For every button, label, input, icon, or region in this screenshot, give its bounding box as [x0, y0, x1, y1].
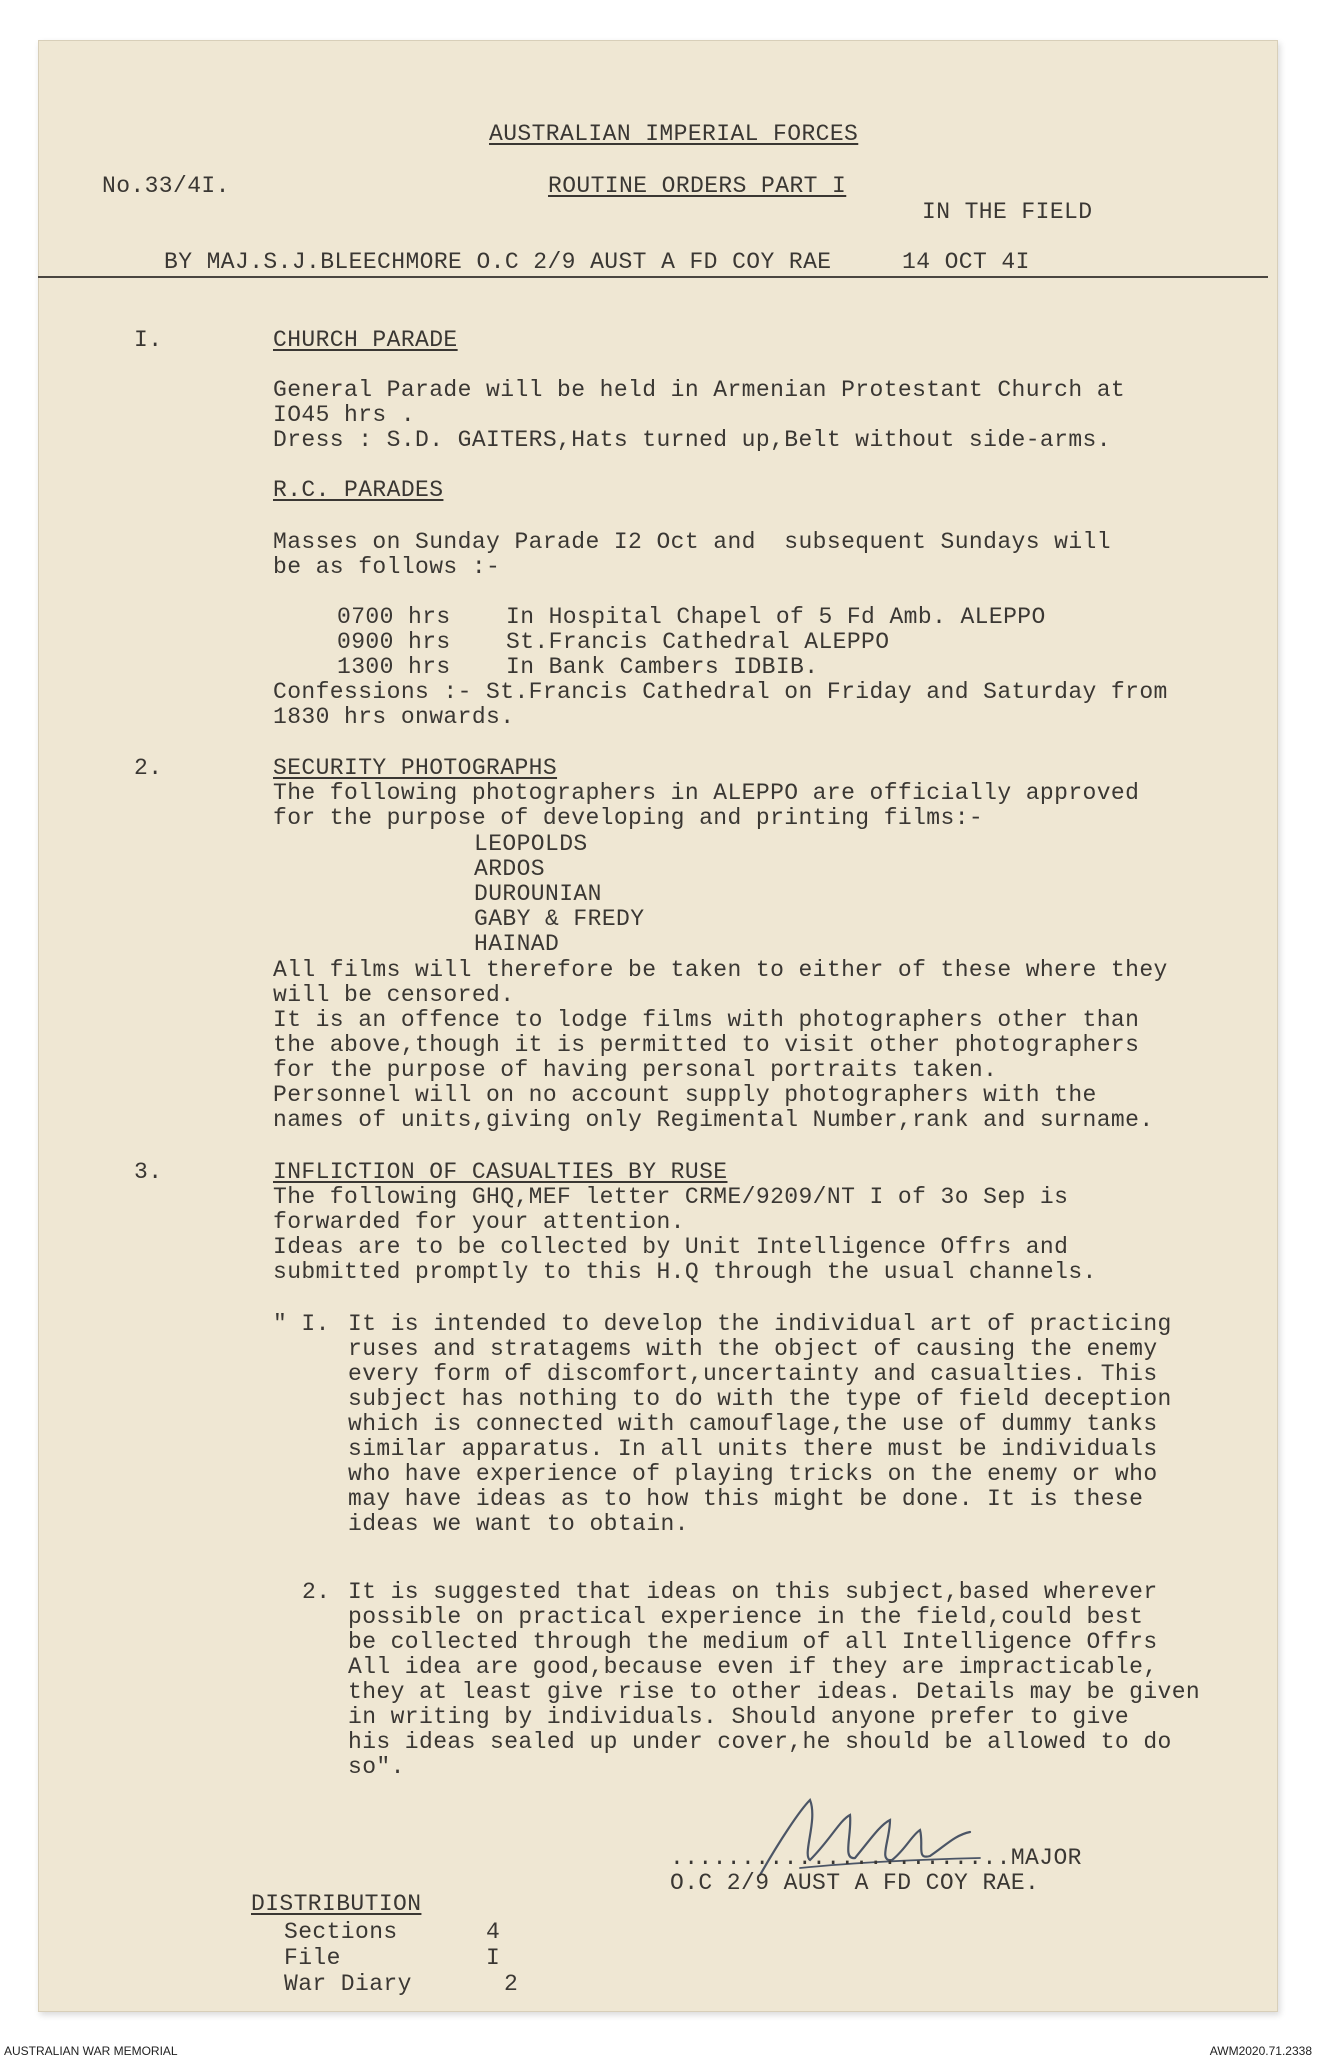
text-line: The following photographers in ALEPPO are officially approved — [273, 780, 1140, 806]
section-heading: CHURCH PARADE — [273, 327, 458, 353]
distribution-heading: DISTRIBUTION — [251, 1891, 422, 1917]
text-line: the above,though it is permitted to visit other photographers — [273, 1032, 1140, 1058]
mass-time: 0900 hrs — [337, 629, 451, 655]
org-title: AUSTRALIAN IMPERIAL FORCES — [489, 121, 859, 147]
text-line: 1830 hrs onwards. — [273, 704, 515, 730]
text-line: ideas we want to obtain. — [348, 1511, 689, 1537]
text-line: Dress : S.D. GAITERS,Hats turned up,Belt without side-arms. — [273, 427, 1111, 453]
text-line: All films will therefore be taken to either of these where they — [273, 957, 1168, 983]
mass-time: 0700 hrs — [337, 604, 451, 630]
header-rule — [38, 276, 1268, 278]
paragraph-number: " I. — [273, 1311, 330, 1337]
text-line: names of units,giving only Regimental Number,rank and surname. — [273, 1107, 1154, 1133]
text-line: who have experience of playing tricks on the enemy or who — [348, 1461, 1158, 1487]
mass-time: 1300 hrs — [337, 654, 451, 680]
photographer-name: DUROUNIAN — [474, 881, 602, 907]
text-line: be as follows :- — [273, 554, 501, 580]
text-line: subject has nothing to do with the type of field deception — [348, 1386, 1172, 1412]
text-line: General Parade will be held in Armenian Protestant Church at — [273, 377, 1126, 403]
text-line: for the purpose of developing and printing films:- — [273, 805, 984, 831]
text-line: every form of discomfort,uncertainty and casualties. This — [348, 1361, 1158, 1387]
text-line: It is suggested that ideas on this subject,based wherever — [348, 1579, 1158, 1605]
photographer-name: ARDOS — [474, 856, 546, 882]
section-heading: SECURITY PHOTOGRAPHS — [273, 755, 558, 781]
text-line: It is an offence to lodge films with photographers other than — [273, 1007, 1140, 1033]
text-line: All idea are good,because even if they are impracticable, — [348, 1654, 1158, 1680]
text-line: will be censored. — [273, 982, 515, 1008]
text-line: may have ideas as to how this might be done. It is these — [348, 1486, 1144, 1512]
paragraph-number: 2. — [302, 1579, 331, 1605]
text-line: in writing by individuals. Should anyone prefer to give — [348, 1704, 1130, 1730]
distribution-name: File — [284, 1945, 341, 1971]
text-line: Masses on Sunday Parade I2 Oct and subsequent Sundays will — [273, 529, 1111, 555]
text-line: The following GHQ,MEF letter CRME/9209/NT I of 3o Sep is — [273, 1184, 1069, 1210]
text-line: so". — [348, 1754, 405, 1780]
location: IN THE FIELD — [922, 199, 1093, 225]
section-number: 3. — [134, 1159, 163, 1185]
text-line: his ideas sealed up under cover,he should be allowed to do — [348, 1729, 1172, 1755]
distribution-qty: I — [486, 1945, 501, 1971]
section-number: 2. — [134, 755, 163, 781]
byline: BY MAJ.S.J.BLEECHMORE O.C 2/9 AUST A FD COY RAE — [164, 249, 832, 275]
text-line: similar apparatus. In all units there must be individuals — [348, 1436, 1158, 1462]
document-title: ROUTINE ORDERS PART I — [548, 173, 847, 199]
text-line: submitted promptly to this H.Q through the usual channels. — [273, 1259, 1097, 1285]
text-line: possible on practical experience in the field,could best — [348, 1604, 1144, 1630]
distribution-name: Sections — [284, 1919, 398, 1945]
footer-credit: AUSTRALIAN WAR MEMORIAL — [4, 2044, 178, 2058]
distribution-qty: 4 — [486, 1919, 501, 1945]
text-line: IO45 hrs . — [273, 402, 416, 428]
text-line: be collected through the medium of all Intelligence Offrs — [348, 1629, 1158, 1655]
section-heading: INFLICTION OF CASUALTIES BY RUSE — [273, 1159, 728, 1185]
signature-line: ........................MAJOR — [670, 1845, 1082, 1871]
text-line: Ideas are to be collected by Unit Intelligence Offrs and — [273, 1234, 1069, 1260]
order-number: No.33/4I. — [102, 173, 230, 199]
mass-place: In Hospital Chapel of 5 Fd Amb. ALEPPO — [506, 604, 1046, 630]
text-line: It is intended to develop the individual art of practicing — [348, 1311, 1172, 1337]
section-number: I. — [134, 327, 163, 353]
mass-place: St.Francis Cathedral ALEPPO — [506, 629, 890, 655]
photographer-name: HAINAD — [474, 931, 560, 957]
mass-place: In Bank Cambers IDBIB. — [506, 654, 819, 680]
signature-block: O.C 2/9 AUST A FD COY RAE. — [670, 1870, 1040, 1896]
distribution-qty: 2 — [504, 1971, 519, 1997]
text-line: they at least give rise to other ideas. Details may be given — [348, 1679, 1201, 1705]
footer-accession: AWM2020.71.2338 — [1209, 2044, 1312, 2058]
text-line: for the purpose of having personal portraits taken. — [273, 1057, 998, 1083]
text-line: Confessions :- St.Francis Cathedral on Friday and Saturday from — [273, 679, 1168, 705]
distribution-name: War Diary — [284, 1971, 412, 1997]
text-line: Personnel will on no account supply photographers with the — [273, 1082, 1097, 1108]
text-line: which is connected with camouflage,the use of dummy tanks — [348, 1411, 1158, 1437]
photographer-name: LEOPOLDS — [474, 831, 588, 857]
text-line: ruses and stratagems with the object of causing the enemy — [348, 1336, 1158, 1362]
photographer-name: GABY & FREDY — [474, 906, 645, 932]
text-line: forwarded for your attention. — [273, 1209, 685, 1235]
sub-heading: R.C. PARADES — [273, 477, 444, 503]
order-date: 14 OCT 4I — [902, 249, 1030, 275]
